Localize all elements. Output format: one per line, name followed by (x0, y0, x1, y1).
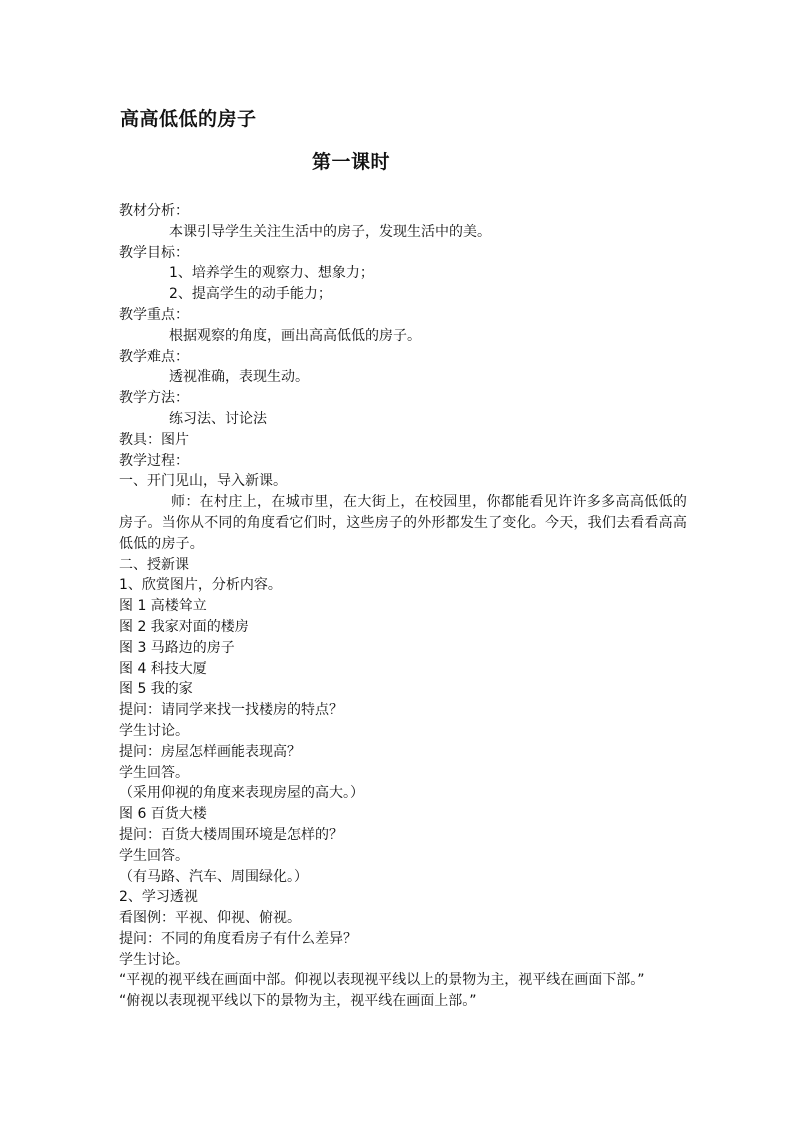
material-analysis-text: 本课引导学生关注生活中的房子，发现生活中的美。 (169, 223, 491, 240)
teaching-tools: 教具：图片 (119, 431, 189, 448)
figure-list-item: 图 3 马路边的房子 (119, 639, 235, 656)
lesson-plan-content (119, 201, 687, 1012)
figure-list-item: 图 5 我的家 (119, 681, 193, 698)
figure-list-item: 图 1 高楼耸立 (119, 598, 207, 615)
figure-list-item: 图 2 我家对面的楼房 (119, 618, 249, 635)
teaching-difficulty-label: 教学难点： (119, 348, 189, 365)
teaching-goal-item: 1、培养学生的观察力、想象力； (169, 265, 374, 282)
document-title: 高高低低的房子 (120, 108, 257, 130)
teaching-goals-label: 教学目标： (119, 244, 189, 261)
step-two-heading: 2、学习透视 (119, 889, 198, 906)
teaching-process-label: 教学过程： (119, 452, 189, 469)
question-line: 提问：不同的角度看房子有什么差异？ (119, 930, 357, 947)
teaching-key-point-label: 教学重点： (119, 306, 189, 323)
teacher-note: （采用仰视的角度来表现房屋的高大。） (119, 785, 364, 802)
material-analysis-label: 教材分析： (119, 203, 189, 219)
introduction-paragraph: 师：在村庄上，在城市里，在大街上，在校园里，你都能看见许许多多高高低低的房子。当你从不同的角度看它们时，这些房子的外形都发生了变化。今天，我们去看看高高低低的房子。 (119, 494, 687, 552)
teaching-key-point-text: 根据观察的角度，画出高高低低的房子。 (169, 327, 421, 344)
question-line: 提问：请同学来找一找楼房的特点？ (119, 702, 343, 719)
teaching-method-label: 教学方法： (119, 390, 189, 407)
question-line: 提问：百货大楼周围环境是怎样的？ (119, 826, 343, 843)
student-response-line: 学生讨论。 (119, 951, 189, 968)
teaching-goal-item: 2、提高学生的动手能力； (169, 286, 332, 303)
teacher-note: （有马路、汽车、周围绿化。） (119, 868, 308, 885)
teaching-difficulty-text: 透视准确，表现生动。 (169, 369, 309, 386)
teaching-method-text: 练习法、讨论法 (169, 410, 267, 427)
example-line: 看图例：平视、仰视、俯视。 (119, 910, 301, 927)
quoted-explanation: “俯视以表现视平线以下的景物为主，视平线在画面上部。” (119, 993, 477, 1010)
figure-list-item: 图 4 科技大厦 (119, 660, 207, 677)
section-two-heading: 二、授新课 (119, 556, 189, 573)
step-one-heading: 1、欣赏图片，分析内容。 (119, 577, 282, 594)
student-response-line: 学生讨论。 (119, 722, 189, 739)
student-response-line: 学生回答。 (119, 764, 189, 781)
quoted-explanation: “平视的视平线在画面中部。仰视以表现视平线以上的景物为主，视平线在画面下部。” (119, 972, 645, 989)
question-line: 提问：房屋怎样画能表现高？ (119, 743, 301, 760)
figure-list-item: 图 6 百货大楼 (119, 806, 207, 823)
student-response-line: 学生回答。 (119, 847, 189, 864)
lesson-subtitle: 第一课时 (312, 151, 391, 173)
section-one-heading: 一、开门见山，导入新课。 (119, 473, 287, 490)
